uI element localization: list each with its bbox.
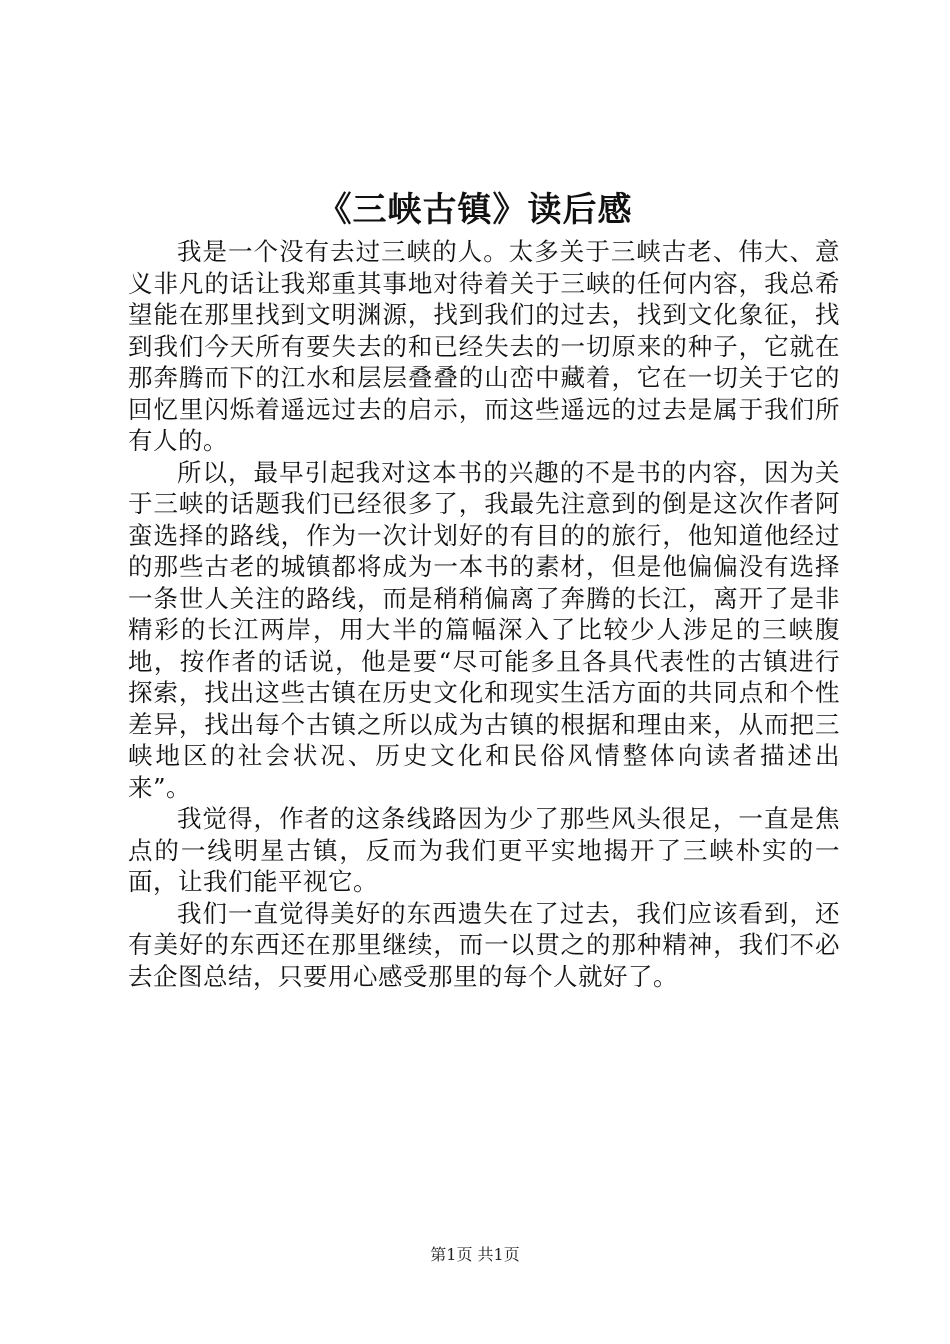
- page-title: 《三峡古镇》读后感: [317, 190, 633, 230]
- paragraph-1: 我是一个没有去过三峡的人。太多关于三峡古老、伟大、意义非凡的话让我郑重其事地对待着关于三峡的任何内容，我总希望能在那里找到文明渊源，找到我们的过去，找到文化象征，找到我们今天所有要失去的和已经失去的一切原来的种子，它就在那奔腾而下的江水和层层叠叠的山峦中藏着，它在一切关于它的回忆里闪烁着遥远过去的启示，而这些遥远的过去是属于我们所有人的。: [128, 237, 840, 455]
- page-footer: 第1页 共1页: [430, 1245, 520, 1264]
- paragraph-2: 所以，最早引起我对这本书的兴趣的不是书的内容，因为关于三峡的话题我们已经很多了，我最先注意到的倒是这次作者阿蛮选择的路线，作为一次计划好的有目的的旅行，他知道他经过的那些古老的城镇都将成为一本书的素材，但是他偏偏没有选择一条世人关注的路线，而是稍稍偏离了奔腾的长江，离开了是非精彩的长江两岸，用大半的篇幅深入了比较少人涉足的三峡腹地，按作者的话说，他是要“尽可能多且各具代表性的古镇进行探索，找出这些古镇在历史文化和现实生活方面的共同点和个性差异，找出每个古镇之所以成为古镇的根据和理由来，从而把三峡地区的社会状况、历史文化和民俗风情整体向读者描述出来”。: [128, 457, 840, 802]
- document-body: [128, 236, 840, 992]
- paragraph-4: 我们一直觉得美好的东西遗失在了过去，我们应该看到，还有美好的东西还在那里继续，而一以贯之的那种精神，我们不必去企图总结，只要用心感受那里的每个人就好了。: [128, 898, 840, 991]
- paragraph-3: 我觉得，作者的这条线路因为少了那些风头很足，一直是焦点的一线明星古镇，反而为我们更平实地揭开了三峡朴实的一面，让我们能平视它。: [128, 804, 840, 896]
